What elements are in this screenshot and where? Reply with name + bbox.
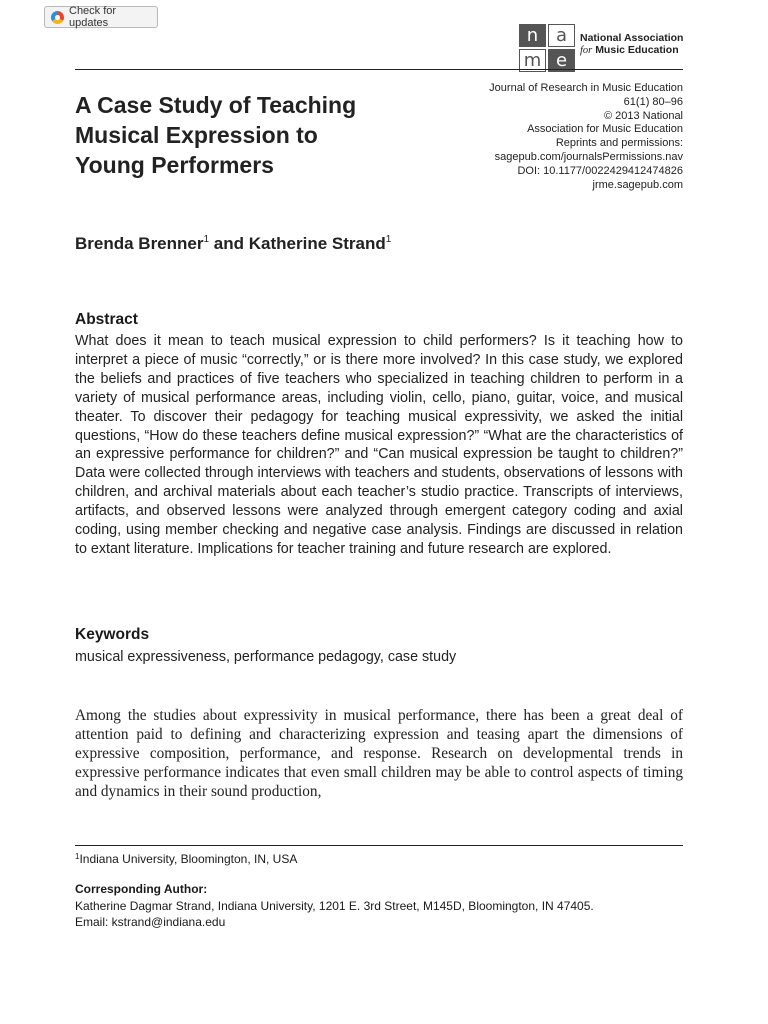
check-for-updates-button[interactable] [44,6,158,28]
journal-reprints: Reprints and permissions: [555,137,683,150]
journal-copyright: © 2013 National [603,109,683,122]
journal-name: Journal of Research in Music Education [489,82,683,94]
abstract-text: What does it mean to teach musical expression to child performers? Is it teaching how to interpret a piece of music “correctly,” or is there more involved? In this case study, we explored the beliefs and practices of five teachers who specialized in teaching children to perform in a variety of musical performance areas, including violin, cello, piano, guitar, voice, and musical theater. To discover their pedagogy for teaching musical expressivity, we asked the initial questions, “How do these teachers define musical expression?” “What are the characteristics of an expressive performance for children?” and “Can musical expression be taught to children?” Data were collected through interviews with teachers and students, observations of lessons with children, and archival materials about each teacher’s studio practice. Transcripts of interviews, artifacts, and observed lessons were analyzed through emergent category coding and axial coding, using member checking and negative case analysis. Findings are discussed in relation to extant literature. Implications for teacher training and future research are explored. [75,333,683,557]
header-rule [75,69,683,70]
org-name-line2-wrap [580,44,683,57]
title-line-3: Young Performers [75,152,274,178]
author-2-affiliation-mark: 1 [385,234,392,245]
crossmark-icon [51,11,64,24]
logo-letter-a: a [548,24,575,47]
corresponding-address: Katherine Dagmar Strand, Indiana University, 1201 E. 3rd Street, M145D, Bloomington, IN 47405. [75,899,594,913]
body-paragraph: Among the studies about expressivity in musical performance, there has been a great deal of attention paid to defining and characterizing expression and teasing apart the dimensions of expressive composition, performance, and response. Research on developmental trends in expressive performance indicates that even small children may be able to control aspects of timing and dynamics in their sound production, [75,707,683,801]
keywords-heading: Keywords [75,626,150,643]
author-1: Brenda Brenner [75,234,204,253]
author-1-affiliation-mark: 1 [203,234,210,245]
affiliation-mark: 1 [75,852,80,861]
author-2: Katherine Strand [248,234,386,253]
journal-permissions-link[interactable]: sagepub.com/journalsPermissions.nav [494,150,683,163]
footnote-rule [75,845,683,846]
journal-doi[interactable]: DOI: 10.1177/0022429412474826 [517,164,683,177]
check-for-updates-label: Check for updates [69,5,117,29]
journal-copyright-holder: Association for Music Education [527,123,683,136]
author-line [75,234,391,254]
keywords-text: musical expressiveness, performance pedagogy, case study [75,649,457,665]
affiliation-footnote [75,852,297,866]
org-name-line2: Music Education [595,44,679,56]
logo-letter-m: m [519,49,546,72]
corresponding-author-heading: Corresponding Author: [75,882,208,896]
corresponding-author-block [75,898,695,930]
title-line-2: Musical Expression to [75,122,318,148]
article-title [75,90,455,180]
author-conjunction: and [213,234,245,253]
abstract-heading: Abstract [75,311,138,328]
name-logo [519,24,575,71]
title-line-1: A Case Study of Teaching [75,92,357,118]
affiliation-text: Indiana University, Bloomington, IN, USA [79,852,298,866]
org-name [580,32,683,57]
logo-letter-n: n [519,24,546,47]
org-name-for: for [580,45,593,56]
logo-letter-e: e [548,49,575,72]
journal-volume: 61(1) 80–96 [623,95,683,108]
org-name-line1: National Association [580,32,684,44]
journal-url[interactable]: jrme.sagepub.com [592,178,683,191]
corresponding-email[interactable]: Email: kstrand@indiana.edu [75,915,226,929]
journal-info [463,82,683,192]
